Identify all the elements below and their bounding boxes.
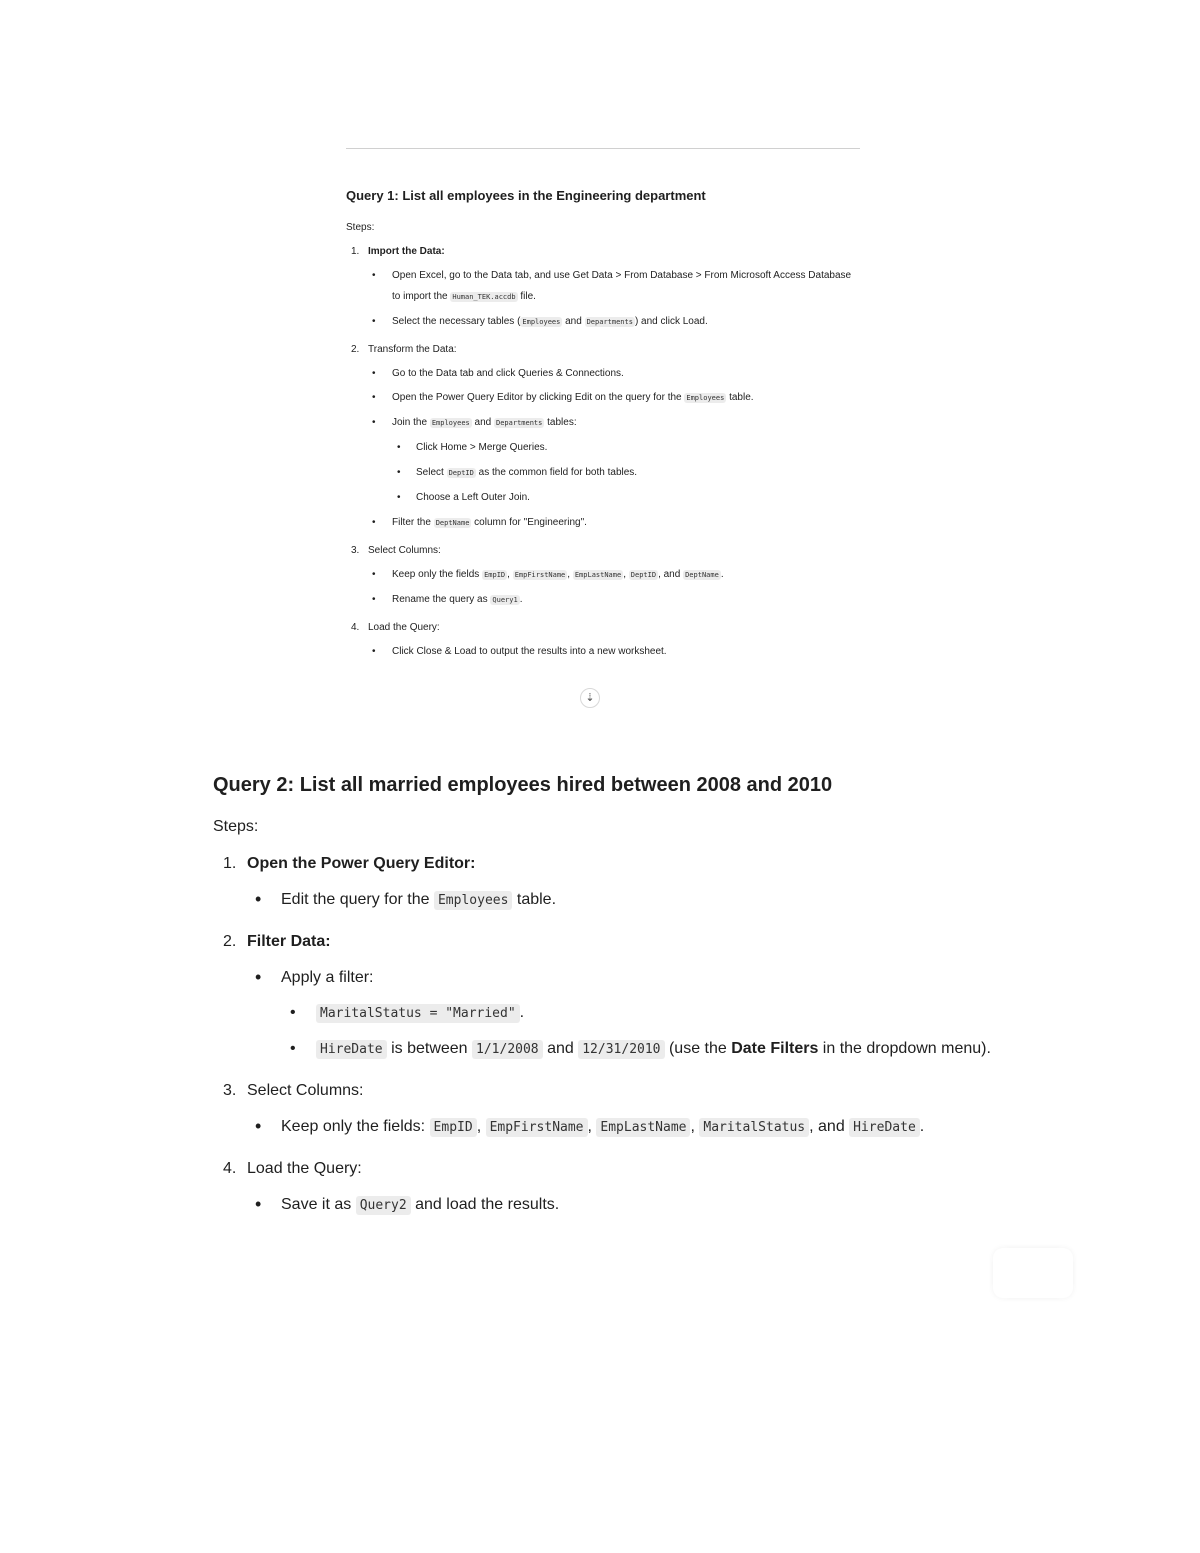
code-marital-filter: MaritalStatus = "Married": [316, 1004, 520, 1023]
code-deptname: DeptName: [435, 519, 470, 527]
code-hiredate: HireDate: [316, 1040, 387, 1059]
query1-step-list: [346, 245, 860, 662]
step-number: 4.: [351, 622, 360, 633]
list-item: • Select DeptID as the common field for both tables.: [392, 462, 860, 484]
query2-step-2: [213, 930, 1013, 1065]
query1-title: Query 1: List all employees in the Engineering department: [346, 188, 706, 203]
step-heading: Select Columns:: [368, 545, 441, 556]
list-item: • Apply a filter: • MaritalStatus = "Married" . • HireDate is between 1/1/2008 and 12/31/2010 (use the Date Filters in the dropdown menu).: [247, 962, 1013, 1065]
list-item: • Go to the Data tab and click Queries & Connections.: [368, 363, 860, 384]
query1-step-2: [346, 343, 860, 534]
step-heading: Load the Query:: [247, 1160, 362, 1177]
code-query2: Query2: [356, 1196, 411, 1215]
step-heading: Import the Data:: [368, 246, 445, 257]
scroll-down-button[interactable]: [580, 688, 600, 708]
step-number: 2.: [351, 344, 360, 355]
list-item: • Open Excel, go to the Data tab, and use Get Data > From Database > From Microsoft Access Database to import the Human_TEK.accdb file.: [368, 265, 860, 308]
code-departments: Departments: [496, 419, 543, 427]
query2-step-list: [213, 852, 1013, 1221]
list-item: • HireDate is between 1/1/2008 and 12/31/2010 (use the Date Filters in the dropdown menu).: [281, 1033, 1013, 1065]
code-employees: Employees: [522, 318, 561, 326]
list-item: • Keep only the fields EmpID , EmpFirstName , EmpLastName , DeptID , and DeptName .: [368, 564, 860, 586]
step-number: 1.: [351, 246, 360, 257]
step-number: 1.: [223, 855, 237, 872]
step-heading: Select Columns:: [247, 1082, 364, 1099]
step-heading: Transform the Data:: [368, 344, 457, 355]
code-filename: Human_TEK.accdb: [452, 293, 516, 301]
query2-step-1: [213, 852, 1013, 916]
query2-step-4: [213, 1157, 1013, 1221]
divider: [346, 148, 860, 149]
list-item: • Join the Employees and Departments tables: • Click Home > Merge Queries. • Select DeptID as the common field for both tables. • Choose a Left Outer Join.: [368, 412, 860, 509]
code-employees: Employees: [686, 394, 725, 402]
query1-step-3: [346, 544, 860, 611]
step-number: 3.: [351, 545, 360, 556]
list-item: • Rename the query as Query1 .: [368, 589, 860, 611]
list-item: • Click Close & Load to output the results into a new worksheet.: [368, 641, 860, 662]
query2-title: Query 2: List all married employees hired between 2008 and 2010: [213, 774, 833, 796]
list-item: • Edit the query for the Employees table.: [247, 884, 1013, 916]
code-start-date: 1/1/2008: [472, 1040, 543, 1059]
step-heading: Open the Power Query Editor:: [247, 855, 476, 872]
code-deptid: DeptID: [448, 469, 474, 477]
list-item: • Filter the DeptName column for "Engineering".: [368, 512, 860, 534]
step-number: 3.: [223, 1082, 237, 1099]
list-item: • Keep only the fields: EmpID , EmpFirstName , EmpLastName , MaritalStatus , and HireDate .: [247, 1111, 1013, 1143]
query2-steps-label: Steps:: [213, 818, 259, 835]
list-item: • Select the necessary tables ( Employees and Departments ) and click Load.: [368, 311, 860, 333]
step-heading: Load the Query:: [368, 622, 440, 633]
query2-step-3: [213, 1079, 1013, 1143]
floating-panel: [993, 1248, 1073, 1298]
code-end-date: 12/31/2010: [578, 1040, 664, 1059]
code-query1: Query1: [492, 596, 518, 604]
query1-step-1: [346, 245, 860, 333]
list-item: • Save it as Query2 and load the results.: [247, 1189, 1013, 1221]
step-number: 4.: [223, 1160, 237, 1177]
code-departments: Departments: [586, 318, 633, 326]
query1-steps-label: Steps:: [346, 222, 375, 233]
query1-section: [346, 148, 860, 704]
query1-step-4: [346, 621, 860, 662]
list-item: • MaritalStatus = "Married" .: [281, 997, 1013, 1029]
query2-section: [213, 770, 1013, 1221]
step-number: 2.: [223, 933, 237, 950]
code-employees: Employees: [434, 891, 512, 910]
list-item: • Click Home > Merge Queries.: [392, 437, 860, 459]
list-item: • Choose a Left Outer Join.: [392, 487, 860, 509]
step-heading: Filter Data:: [247, 933, 331, 950]
code-employees: Employees: [431, 419, 470, 427]
list-item: • Open the Power Query Editor by clicking Edit on the query for the Employees table.: [368, 387, 860, 409]
arrow-down-icon: ⇣: [585, 692, 595, 704]
